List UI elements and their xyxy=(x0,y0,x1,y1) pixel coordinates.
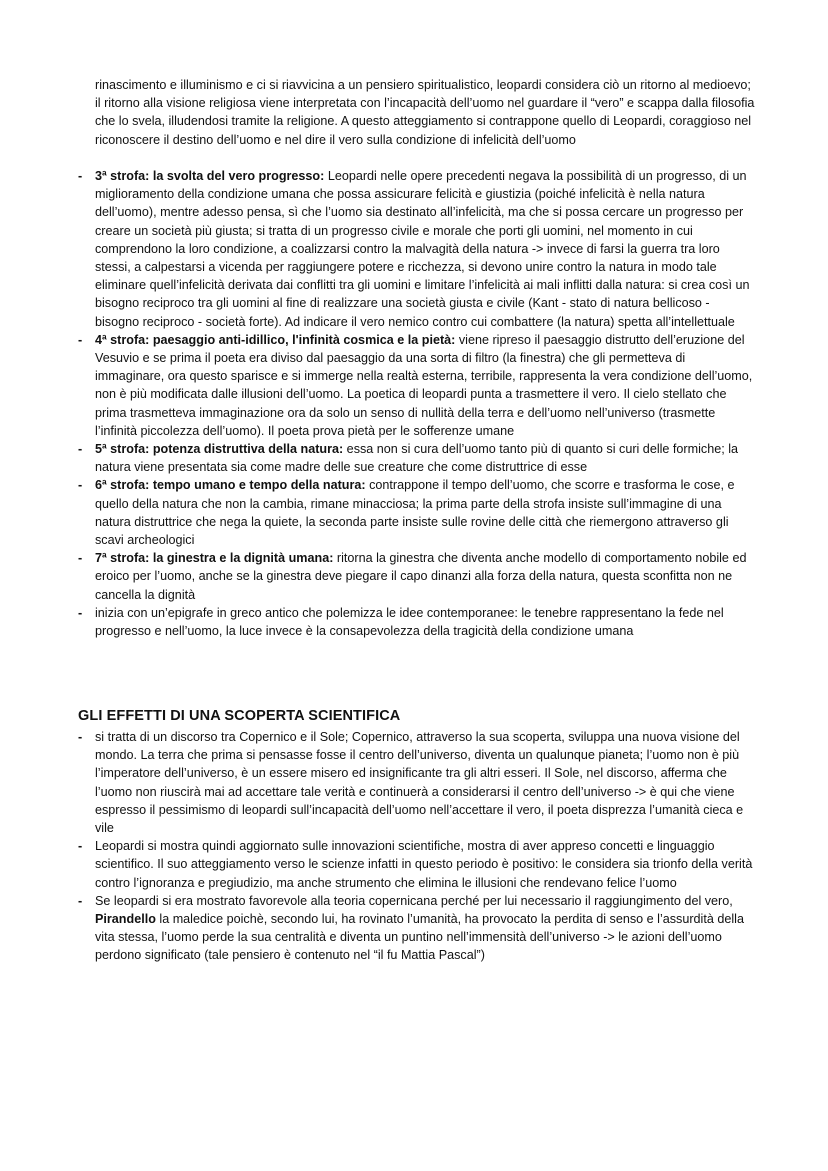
list-item-text: Leopardi si mostra quindi aggiornato sulle innovazioni scientifiche, mostra di aver appreso concetti e linguaggio scientifico. Il suo atteggiamento verso le scienze infatti in questo periodo è positivo: le considera sia trionfo della verità contro l’ignoranza e pregiudizio, ma anche strumento che elimina le illusioni che rendevano felice l’uomo xyxy=(95,839,753,890)
strophe-list xyxy=(78,167,755,640)
list-item xyxy=(78,549,755,604)
bullet-dash: - xyxy=(78,442,83,457)
list-item xyxy=(78,837,755,892)
list-item xyxy=(78,440,755,476)
bullet-dash: - xyxy=(78,551,83,566)
list-item-text: ritorna la ginestra che diventa anche modello di comportamento nobile ed eroico per l’uomo, anche se la ginestra deve piegare il capo dinanzi alla forza della natura, questa sconfitta non ne cancella la dignità xyxy=(95,551,747,602)
list-item-text: viene ripreso il paesaggio distrutto dell’eruzione del Vesuvio e se prima il poeta era diviso dal paesaggio da una sorta di filtro (la finestra) che gli permetteva di immaginare, ora questo sparisce e si immerge nella realtà esterna, terribile, rappresenta la vera condizione dell’uomo, non è più modificata dalle illusioni dell’uomo. La poetica di leopardi punta a trasmettere il vero. Il cielo stellato che prima trasmetteva immaginazione ora da solo un senso di nullità della terra e dell’uomo nell’universo (trasmette l’infinità piccolezza dell’uomo). Il poeta prova pietà per le sofferenze umane xyxy=(95,332,753,438)
list-item-text: essa non si cura dell’uomo tanto più di quanto si curi delle formiche; la natura viene presentata sia come madre delle sue creature che come distruttrice di esse xyxy=(95,442,739,475)
list-item-text: si tratta di un discorso tra Copernico e il Sole; Copernico, attraverso la sua scoperta, sviluppa una nuova visione del mondo. La terra che prima si pensasse fosse il centro dell’universo, diventa un qualunque pianeta; l’uomo non è più l’imperatore dell’universo, è un essere misero ed insignificante tra gli altri esseri. Il Sole, nel discorso, afferma che l’uomo non riuscirà mai ad accettare tale verità e continuerà a considerarsi il centro dell’universo -> è qui che viene espresso il pessimismo di leopardi sull’incapacità dell’uomo nell’accettare il vero, il poeta disprezza l’umanità cieca e vile xyxy=(95,730,744,836)
list-item xyxy=(78,728,755,837)
list-item-title: 4ª strofa: paesaggio anti-idillico, l'infinità cosmica e la pietà: xyxy=(95,332,456,347)
list-item-text: Leopardi nelle opere precedenti negava la possibilità di un progresso, di un miglioramento della condizione umana che possa assicurare felicità e giustizia (poiché infelicità è nella natura dell’uomo), mentre adesso pensa, sì che l’uomo sia destinato all’infelicità, ma che si possa cercare un progresso per creare un società più giusta; si tratta di un progresso civile e morale che porti gli uomini, nel momento in cui comprendono la loro condizione, a coalizzarsi contro la malvagità della natura -> invece di farsi la guerra tra loro stessi, a calpestarsi a vicenda per raggiungere potere e ricchezza, si devono unire contro la natura in modo tale eliminare quell’infelicità derivata dai conflitti tra gli uomini e limitare l’infelicità ai mali inflitti dalla natura: si crea così un bisogno reciproco tra gli uomini al fine di realizzare una società giusta e civile (Kant - stato di natura bellicoso - bisogno reciproco - società forte). Ad indicare il vero nemico contro cui combattere (la natura) spetta all’intellettuale xyxy=(95,169,750,329)
bullet-dash: - xyxy=(78,332,83,347)
list-item-text: contrappone il tempo dell’uomo, che scorre e trasforma le cose, e quello della natura che non la cambia, rimane minacciosa; la prima parte della strofa insiste sull’immagine di una natura distruttrice che nega la quiete, la seconda parte insiste sulle rovine delle città che riemergono attraverso gli scavi archeologici xyxy=(95,478,735,548)
list-item xyxy=(78,604,755,640)
scientific-discovery-list xyxy=(78,728,755,965)
bullet-dash: - xyxy=(78,839,83,854)
bullet-dash: - xyxy=(78,730,83,744)
list-item-text: inizia con un’epigrafe in greco antico che polemizza le idee contemporanee: le tenebre rappresentano la fede nel progresso e nell’uomo, la luce invece è la consapevolezza della tragicità della condizione umana xyxy=(95,605,724,639)
list-item-title: 3ª strofa: la svolta del vero progresso: xyxy=(95,169,325,183)
list-item-text: Se leopardi si era mostrato favorevole alla teoria copernicana perché per lui necessario il raggiungimento del vero, xyxy=(95,893,733,908)
bullet-dash: - xyxy=(78,893,83,908)
list-item-text: la maledice poichè, secondo lui, ha rovinato l’umanità, ha provocato la perdita di senso e l’assurdità della vita stessa, l’uomo perde la sua centralità e diventa un puntino nell’immensità dell’universo -> le azioni dell’uomo perdono significato (tale pensiero è contenuto nel “il fu Mattia Pascal”) xyxy=(95,912,744,963)
list-item-title: 6ª strofa: tempo umano e tempo della natura: xyxy=(95,478,366,493)
author-name: Pirandello xyxy=(95,912,156,927)
bullet-dash: - xyxy=(78,605,83,620)
bullet-dash: - xyxy=(78,169,83,183)
intro-paragraph: rinascimento e illuminismo e ci si riavvicina a un pensiero spiritualistico, leopardi considera ciò un ritorno al medioevo; il ritorno alla visione religiosa viene interpretata con l’incapacità dell’uomo nel guardare il “vero” e scappa dalla filosofia che lo svela, illudendosi tramite la religione. A questo atteggiamento si contrappone quello di Leopardi, coraggioso nel riconoscere il destino dell’uomo e nel dire il vero sulla condizione di infelicità dell’uomo xyxy=(95,78,755,147)
list-item-title: 7ª strofa: la ginestra e la dignità umana: xyxy=(95,551,334,566)
list-item xyxy=(78,331,755,440)
list-item xyxy=(78,167,755,331)
list-item xyxy=(78,476,755,549)
bullet-dash: - xyxy=(78,478,83,493)
section-heading: GLI EFFETTI DI UNA SCOPERTA SCIENTIFICA xyxy=(78,708,401,724)
list-item xyxy=(78,892,755,965)
list-item-title: 5ª strofa: potenza distruttiva della natura: xyxy=(95,442,344,457)
